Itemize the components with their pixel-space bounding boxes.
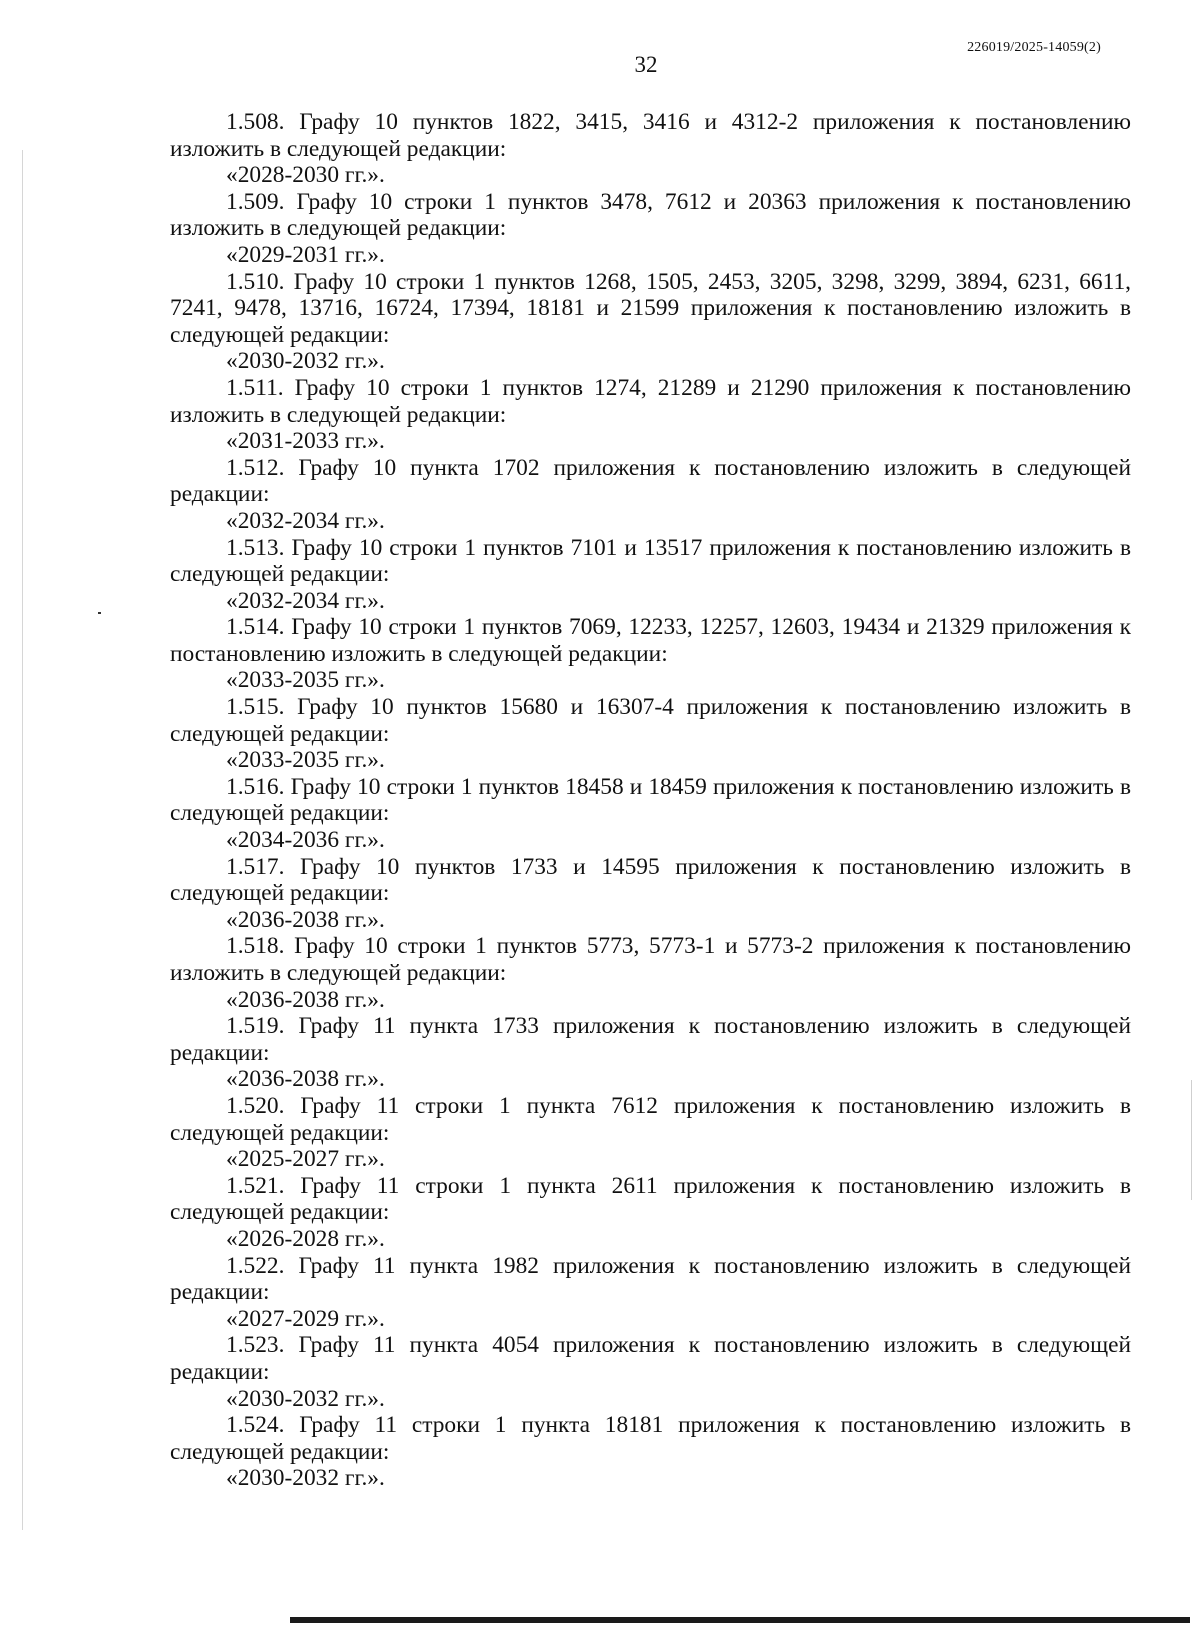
item-1-523-value: «2030-2032 гг.». bbox=[226, 1385, 385, 1412]
item-1-515: 1.515. Графу 10 пунктов 15680 и 16307-4 приложения к постановлению изложить в следующей редакции: bbox=[170, 694, 1131, 747]
item-1-512: 1.512. Графу 10 пункта 1702 приложения к постановлению изложить в следующей редакции: bbox=[170, 454, 1131, 508]
item-1-524: 1.524. Графу 11 строки 1 пункта 18181 приложения к постановлению изложить в следующей редакции: bbox=[170, 1412, 1131, 1465]
item-1-518: 1.518. Графу 10 строки 1 пунктов 5773, 5773-1 и 5773-2 приложения к постановлению изложить в следующей редакции: bbox=[170, 933, 1131, 986]
document-id: 226019/2025-14059(2) bbox=[967, 40, 1101, 55]
item-1-508-value: «2028-2030 гг.». bbox=[226, 162, 385, 189]
item-1-519: 1.519. Графу 11 пункта 1733 приложения к постановлению изложить в следующей редакции: bbox=[170, 1013, 1131, 1066]
item-1-512-value: «2032-2034 гг.». bbox=[226, 507, 385, 534]
item-1-522-value: «2027-2029 гг.». bbox=[226, 1305, 385, 1332]
item-1-521: 1.521. Графу 11 строки 1 пункта 2611 приложения к постановлению изложить в следующей редакции: bbox=[170, 1172, 1131, 1226]
page-number: 32 bbox=[634, 52, 658, 77]
scan-bottom-rule bbox=[290, 1617, 1190, 1623]
item-1-520-value: «2025-2027 гг.». bbox=[226, 1146, 385, 1173]
item-1-511-value: «2031-2033 гг.». bbox=[226, 428, 385, 455]
item-1-511: 1.511. Графу 10 строки 1 пунктов 1274, 21289 и 21290 приложения к постановлению изложить в следующей редакции: bbox=[170, 374, 1131, 428]
item-1-514: 1.514. Графу 10 строки 1 пунктов 7069, 12233, 12257, 12603, 19434 и 21329 приложения к постановлению изложить в следующей редакции: bbox=[170, 614, 1131, 667]
item-1-519-value: «2036-2038 гг.». bbox=[226, 1066, 385, 1093]
scan-right-edge bbox=[1191, 1080, 1192, 1200]
item-1-510: 1.510. Графу 10 строки 1 пунктов 1268, 1505, 2453, 3205, 3298, 3299, 3894, 6231, 6611, 7241, 9478, 13716, 16724, 17394, 18181 и 21599 приложения к постановлению изложить в следующей редакции: bbox=[170, 268, 1131, 348]
item-1-513-value: «2032-2034 гг.». bbox=[226, 587, 385, 614]
item-1-509-value: «2029-2031 гг.». bbox=[226, 241, 385, 268]
item-1-520: 1.520. Графу 11 строки 1 пункта 7612 приложения к постановлению изложить в следующей редакции: bbox=[170, 1092, 1131, 1146]
item-1-516-value: «2034-2036 гг.». bbox=[226, 827, 385, 854]
item-1-521-value: «2026-2028 гг.». bbox=[226, 1225, 385, 1252]
document-body bbox=[170, 109, 1131, 1492]
item-1-513: 1.513. Графу 10 строки 1 пунктов 7101 и 13517 приложения к постановлению изложить в следующей редакции: bbox=[170, 534, 1131, 588]
item-1-516: 1.516. Графу 10 строки 1 пунктов 18458 и 18459 приложения к постановлению изложить в следующей редакции: bbox=[170, 773, 1131, 827]
item-1-523: 1.523. Графу 11 пункта 4054 приложения к постановлению изложить в следующей редакции: bbox=[170, 1332, 1131, 1385]
item-1-518-value: «2036-2038 гг.». bbox=[226, 986, 385, 1013]
item-1-514-value: «2033-2035 гг.». bbox=[226, 667, 385, 694]
item-1-510-value: «2030-2032 гг.». bbox=[226, 348, 385, 375]
item-1-515-value: «2033-2035 гг.». bbox=[226, 747, 385, 774]
item-1-517: 1.517. Графу 10 пунктов 1733 и 14595 приложения к постановлению изложить в следующей редакции: bbox=[170, 853, 1131, 907]
item-1-522: 1.522. Графу 11 пункта 1982 приложения к постановлению изложить в следующей редакции: bbox=[170, 1252, 1131, 1306]
scan-speck bbox=[98, 612, 101, 614]
item-1-517-value: «2036-2038 гг.». bbox=[226, 906, 385, 933]
item-1-524-value: «2030-2032 гг.». bbox=[226, 1465, 385, 1492]
scan-left-edge bbox=[22, 150, 23, 1530]
item-1-508: 1.508. Графу 10 пунктов 1822, 3415, 3416 и 4312-2 приложения к постановлению изложить в следующей редакции: bbox=[170, 109, 1131, 162]
item-1-509: 1.509. Графу 10 строки 1 пунктов 3478, 7612 и 20363 приложения к постановлению изложить в следующей редакции: bbox=[170, 188, 1131, 242]
